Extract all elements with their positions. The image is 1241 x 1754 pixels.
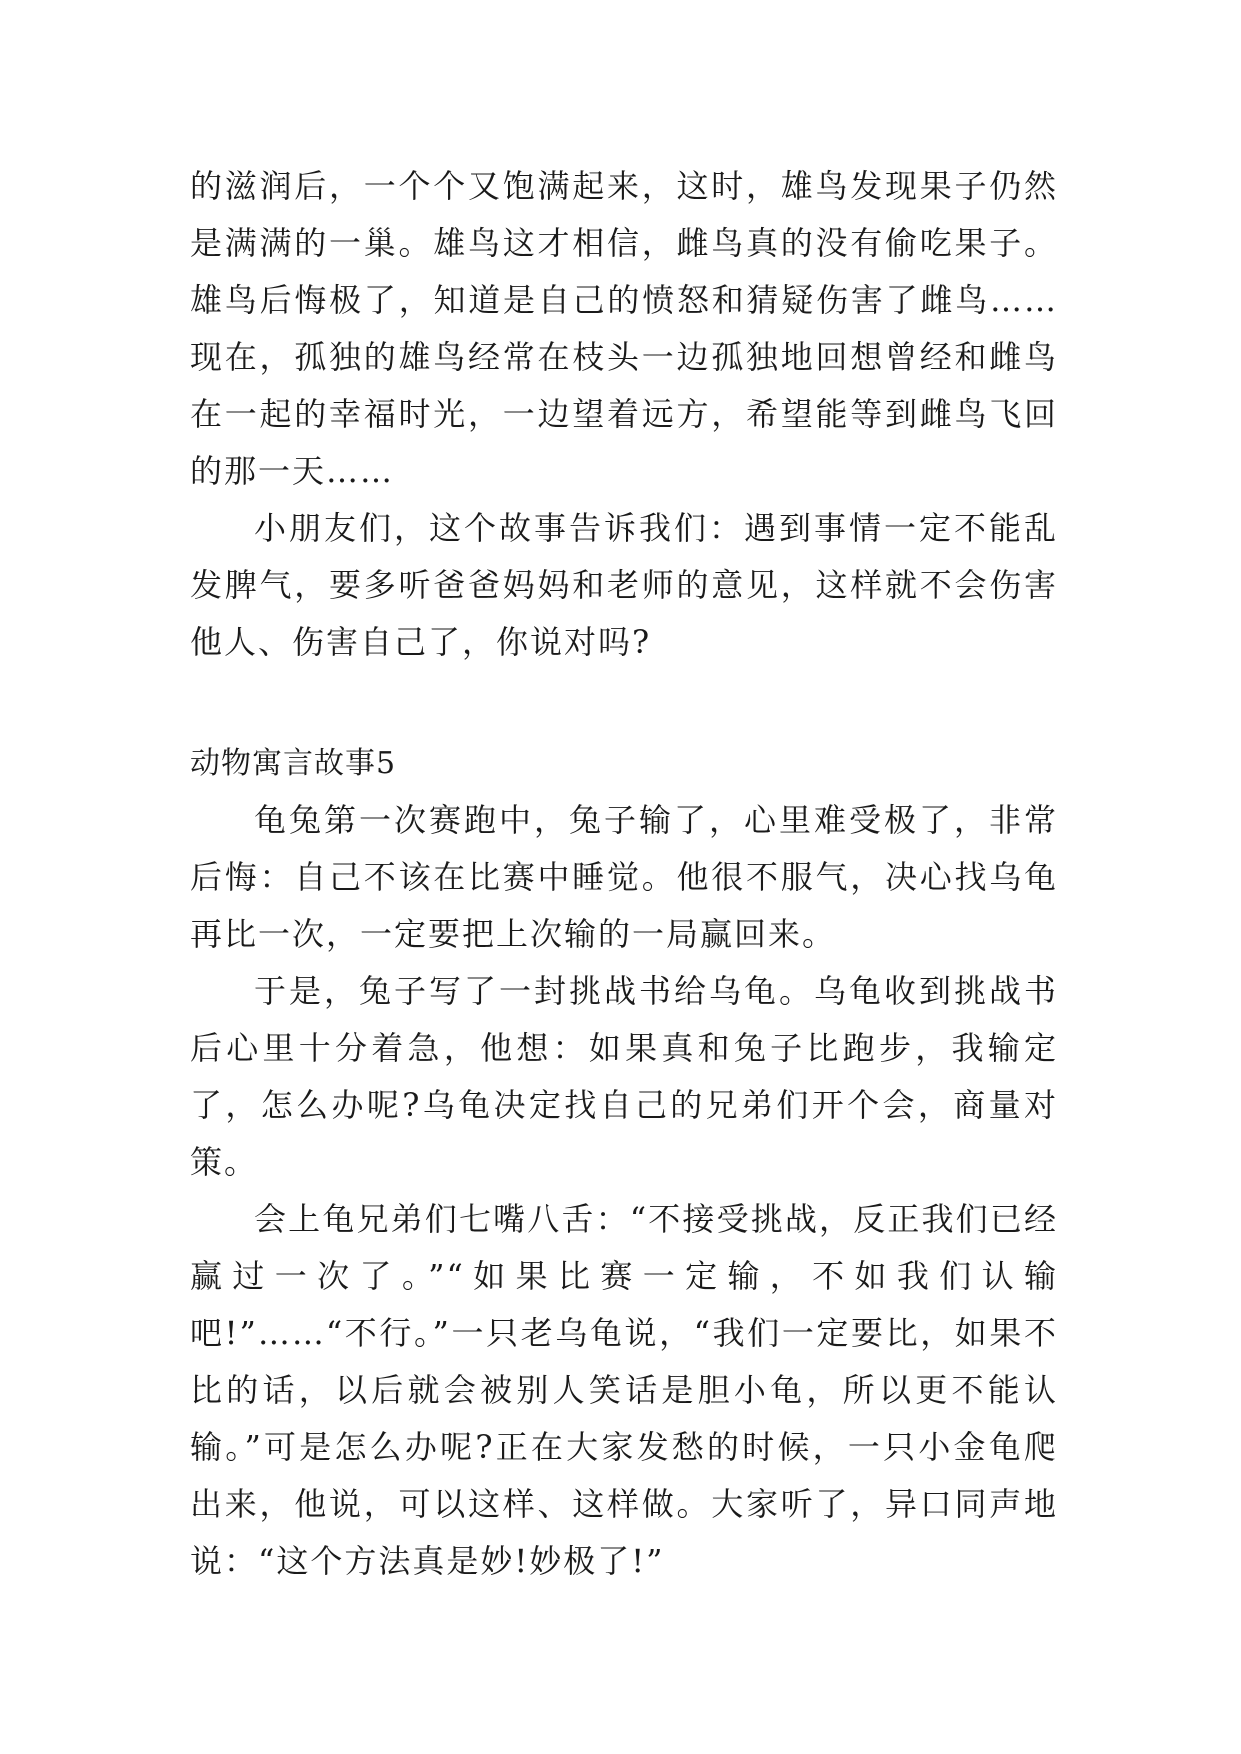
story4-paragraph-continued: 的滋润后，一个个又饱满起来，这时，雄鸟发现果子仍然是满满的一巢。雄鸟这才相信，雌鸟真的没有偷吃果子。雄鸟后悔极了，知道是自己的愤怒和猜疑伤害了雌鸟……现在，孤独的雄鸟经常在枝头一边孤独地回想曾经和雌鸟在一起的幸福时光，一边望着远方，希望能等到雌鸟飞回的那一天…… [190, 167, 1058, 490]
story5-paragraph-3: 会上龟兄弟们七嘴八舌：“不接受挑战，反正我们已经赢过一次了。”“如果比赛一定输，不如我们认输吧!”……“不行。”一只老乌龟说，“我们一定要比，如果不比的话，以后就会被别人笑话是胆小龟，所以更不能认输。”可是怎么办呢?正在大家发愁的时候，一只小金龟爬出来，他说，可以这样、这样做。大家听了，异口同声地说：“这个方法真是妙!妙极了!” [190, 1200, 1058, 1580]
story4-moral-paragraph: 小朋友们，这个故事告诉我们：遇到事情一定不能乱发脾气，要多听爸爸妈妈和老师的意见，这样就不会伤害他人、伤害自己了，你说对吗? [190, 509, 1058, 661]
story5-title: 动物寓言故事5 [190, 746, 397, 781]
story5-paragraph-1: 龟兔第一次赛跑中，兔子输了，心里难受极了，非常后悔：自己不该在比赛中睡觉。他很不服气，决心找乌龟再比一次，一定要把上次输的一局赢回来。 [190, 801, 1058, 953]
story5-section [190, 735, 1058, 1590]
story5-paragraph-2: 于是，兔子写了一封挑战书给乌龟。乌龟收到挑战书后心里十分着急，他想：如果真和兔子比跑步，我输定了，怎么办呢?乌龟决定找自己的兄弟们开个会，商量对策。 [190, 972, 1058, 1181]
story4-ending [190, 158, 1058, 671]
